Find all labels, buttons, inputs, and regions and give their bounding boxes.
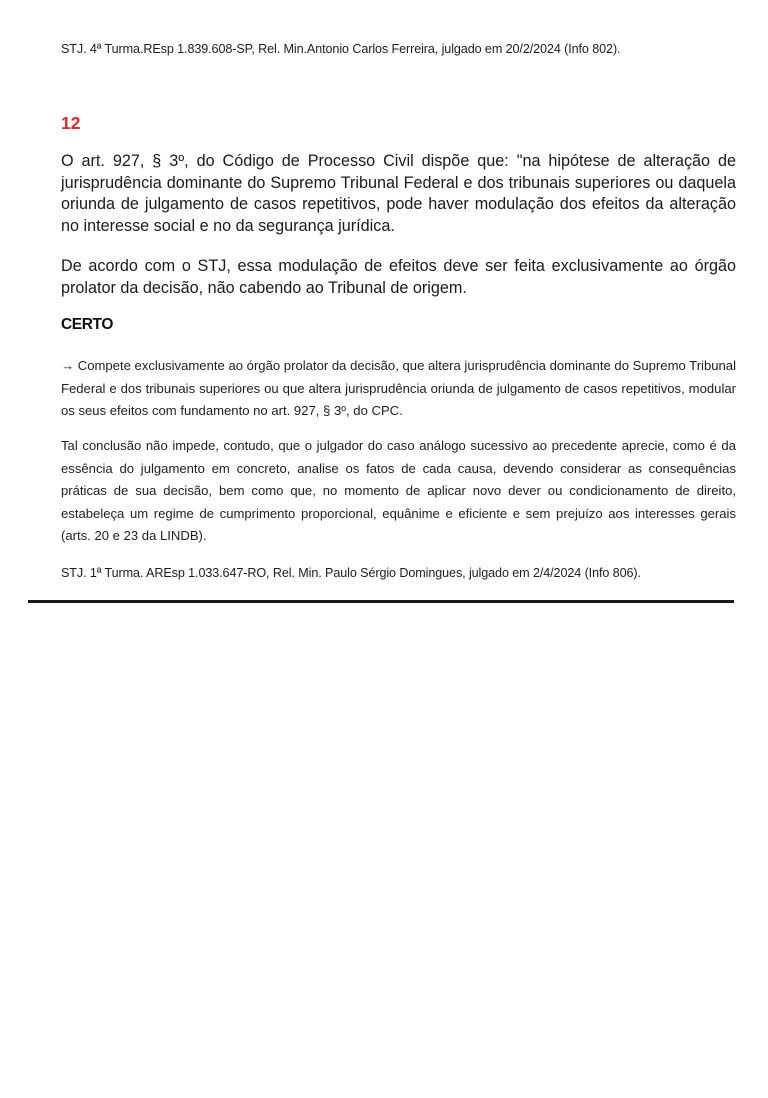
question-statement-paragraph-2: De acordo com o STJ, essa modulação de efeitos deve ser feita exclusivamente ao órgão prolator da decisão, não cabendo ao Tribunal de origem. (61, 257, 736, 297)
answer-verdict: CERTO (61, 316, 113, 333)
section-divider (28, 600, 734, 603)
question-statement-paragraph-1: O art. 927, § 3º, do Código de Processo Civil dispõe que: "na hipótese de alteração de jurisprudência dominante do Supremo Tribunal Federal e dos tribunais superiores ou daquela oriunda de julgamento de casos repetitivos, pode haver modulação dos efeitos da alteração no interesse social e no da segurança jurídica. (61, 152, 736, 235)
commentary-paragraph-1: → Compete exclusivamente ao órgão prolator da decisão, que altera jurisprudência dominante do Supremo Tribunal Federal e dos tribunais superiores ou que altera jurisprudência oriunda de julgamento de casos repetitivos, modular os seus efeitos com fundamento no art. 927, § 3º, do CPC. (61, 358, 736, 418)
question-number: 12 (61, 113, 81, 133)
commentary-paragraph-2: Tal conclusão não impede, contudo, que o julgador do caso análogo sucessivo ao precedente aprecie, como é da essência do julgamento em concreto, analise os fatos de cada causa, devendo considerar as consequências práticas de sua decisão, bem como que, no momento de aplicar novo dever ou condicionamento de direito, estabeleça um regime de cumprimento proporcional, equânime e eficiente e sem prejuízo aos interesses gerais (arts. 20 e 23 da LINDB). (61, 438, 736, 543)
previous-case-reference: STJ. 4ª Turma.REsp 1.839.608-SP, Rel. Min.Antonio Carlos Ferreira, julgado em 20/2/2024 (Info 802). (61, 42, 621, 56)
case-reference: STJ. 1ª Turma. AREsp 1.033.647-RO, Rel. Min. Paulo Sérgio Domingues, julgado em 2/4/2024 (Info 806). (61, 566, 641, 580)
